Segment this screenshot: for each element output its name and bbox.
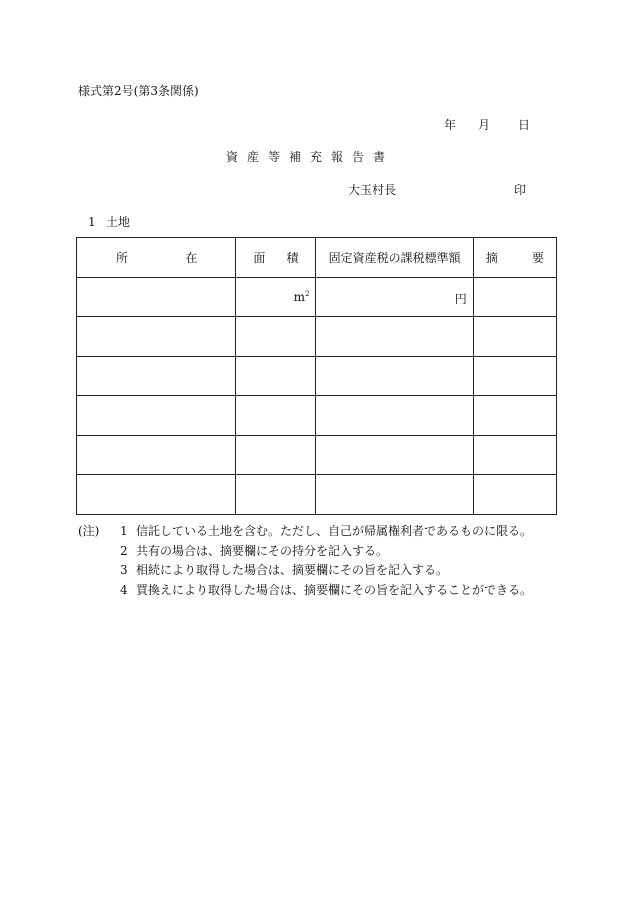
form-number: 様式第2号(第3条関係) xyxy=(78,84,199,98)
note-number: 2 xyxy=(120,543,128,558)
value-unit: 円 xyxy=(454,291,467,306)
table-row xyxy=(77,277,557,317)
value-cell[interactable] xyxy=(316,396,473,436)
location-cell[interactable] xyxy=(77,356,236,396)
value-cell[interactable] xyxy=(316,435,473,475)
value-cell[interactable] xyxy=(316,317,473,357)
value-cell[interactable] xyxy=(316,356,473,396)
remarks-cell[interactable] xyxy=(473,396,556,436)
header-location-char-1: 所 xyxy=(116,250,129,265)
note-item xyxy=(78,544,532,564)
header-assessed-value: 固定資産税の課税標準額 xyxy=(316,238,473,278)
header-location xyxy=(77,238,236,278)
note-text: 買換えにより取得した場合は、摘要欄にその旨を記入することができる。 xyxy=(136,582,533,597)
header-area-char-2: 積 xyxy=(286,250,299,265)
header-area xyxy=(236,238,316,278)
table-row xyxy=(77,475,557,515)
remarks-cell[interactable] xyxy=(473,435,556,475)
header-area-char-1: 面 xyxy=(253,250,266,265)
section-number: 1 xyxy=(88,215,96,229)
note-number: 4 xyxy=(120,582,128,597)
area-unit-exponent: 2 xyxy=(305,289,310,298)
header-remarks-char-2: 要 xyxy=(531,250,544,265)
note-item xyxy=(78,563,532,583)
location-cell[interactable] xyxy=(77,277,236,317)
header-remarks xyxy=(473,238,556,278)
note-text: 相続により取得した場合は、摘要欄にその旨を記入する。 xyxy=(136,563,449,577)
note-text: 信託している土地を含む。ただし、自己が帰属権利者であるものに限る。 xyxy=(136,524,533,538)
area-cell[interactable] xyxy=(236,356,316,396)
table-row xyxy=(77,317,557,357)
addressee: 大玉村長 xyxy=(348,183,397,197)
table-header-row xyxy=(77,238,557,278)
notes-section xyxy=(78,524,532,602)
header-remarks-char-1: 摘 xyxy=(485,250,498,265)
location-cell[interactable] xyxy=(77,475,236,515)
location-cell[interactable] xyxy=(77,317,236,357)
document-title: 資産等補充報告書 xyxy=(226,150,395,164)
table-row xyxy=(77,356,557,396)
section-heading xyxy=(88,215,130,229)
note-item xyxy=(78,583,532,603)
location-cell[interactable] xyxy=(77,396,236,436)
date-month-label: 月 xyxy=(478,118,491,132)
area-cell[interactable] xyxy=(236,396,316,436)
remarks-cell[interactable] xyxy=(473,475,556,515)
area-cell[interactable] xyxy=(236,317,316,357)
area-unit: m xyxy=(293,289,306,304)
table-row xyxy=(77,435,557,475)
date-line xyxy=(444,118,530,132)
remarks-cell[interactable] xyxy=(473,317,556,357)
note-text: 共有の場合は、摘要欄にその持分を記入する。 xyxy=(136,543,389,558)
date-year-label: 年 xyxy=(444,118,457,132)
value-cell[interactable] xyxy=(316,277,473,317)
land-table xyxy=(76,237,557,515)
note-number: 3 xyxy=(120,563,128,577)
date-day-label: 日 xyxy=(518,118,531,132)
area-cell[interactable] xyxy=(236,475,316,515)
note-number: 1 xyxy=(120,524,128,538)
remarks-cell[interactable] xyxy=(473,356,556,396)
value-cell[interactable] xyxy=(316,475,473,515)
area-cell[interactable] xyxy=(236,435,316,475)
notes-label: (注) xyxy=(78,524,100,538)
header-location-char-2: 在 xyxy=(185,250,198,265)
location-cell[interactable] xyxy=(77,435,236,475)
table-row xyxy=(77,396,557,436)
section-title: 土地 xyxy=(106,215,131,229)
seal-mark: 印 xyxy=(514,183,527,197)
area-cell[interactable] xyxy=(236,277,316,317)
remarks-cell[interactable] xyxy=(473,277,556,317)
note-item xyxy=(78,524,532,544)
